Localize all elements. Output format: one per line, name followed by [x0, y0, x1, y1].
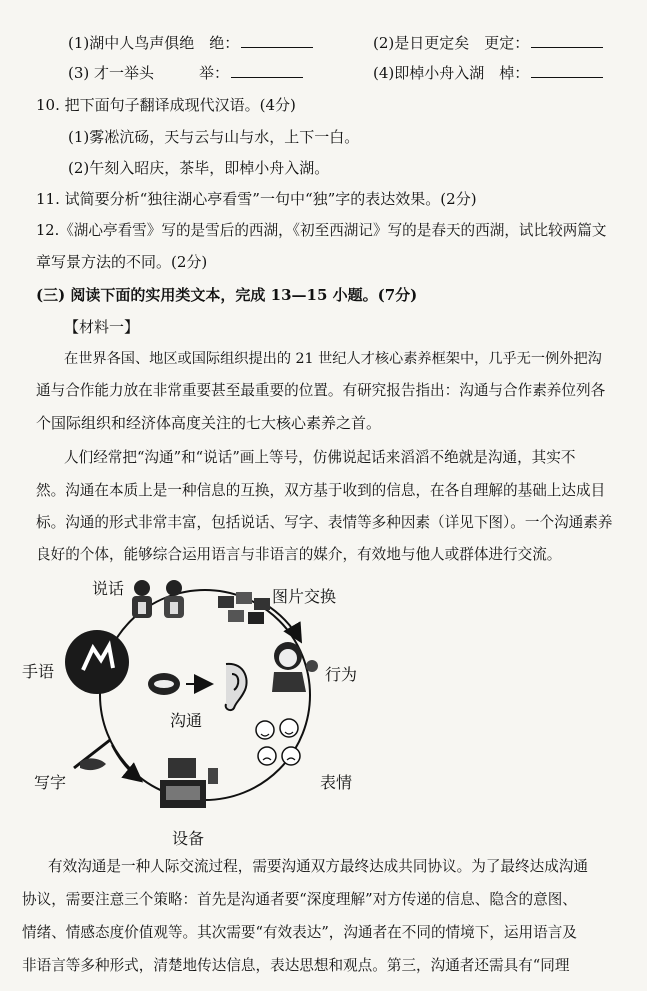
q9-item-text: (3) 才一举头 举： — [68, 64, 230, 82]
q9-item-text: (1)湖中人鸟声俱绝 绝： — [68, 34, 240, 52]
answer-blank[interactable] — [531, 33, 603, 48]
answer-blank[interactable] — [531, 63, 603, 78]
answer-blank[interactable] — [241, 33, 313, 48]
q10-sentence-1: (1)雾凇沆砀，天与云与山与水，上下一白。 — [68, 128, 360, 146]
label-device: 设备 — [172, 829, 205, 848]
q9-item-1 — [68, 32, 313, 54]
para3-line-4: 非语言等多种形式，清楚地传达信息，表达思想和观点。第三，沟通者还需具有“同理 — [22, 957, 570, 974]
ear-icon — [226, 664, 247, 710]
facial-expressions-icon — [256, 719, 300, 765]
para3-line-1: 有效沟通是一种人际交流过程，需要沟通双方最终达成共同协议。为了最终达成沟通 — [48, 858, 588, 875]
label-behavior: 行为 — [325, 665, 358, 684]
para1-line-3: 个国际组织和经济体高度关注的七大核心素养之首。 — [36, 414, 382, 432]
q10-sentence-2: (2)午刻入昭庆，茶毕，即棹小舟入湖。 — [68, 159, 330, 177]
speaking-people-icon — [132, 580, 184, 618]
label-sign-language: 手语 — [22, 662, 55, 681]
label-expression: 表情 — [320, 773, 353, 792]
para3-line-2: 协议，需要注意三个策略：首先是沟通者要“深度理解”对方传递的信息、隐含的意图、 — [22, 891, 577, 908]
picture-exchange-icon — [218, 592, 270, 624]
q9-item-text: (2)是日更定矣 更定： — [373, 34, 530, 52]
material-heading: 【材料一】 — [64, 318, 140, 336]
section-title: (三) 阅读下面的实用类文本，完成 13—15 小题。(7分) — [36, 286, 418, 304]
para1-line-1: 在世界各国、地区或国际组织提出的 21 世纪人才核心素养框架中，几乎无一例外把沟 — [64, 351, 602, 367]
label-center-communication: 沟通 — [170, 711, 203, 730]
q11-stem: 11. 试简要分析“独往湖心亭看雪”一句中“独”字的表达效果。(2分) — [36, 190, 477, 208]
communication-diagram — [0, 570, 647, 850]
label-write: 写字 — [34, 773, 67, 792]
label-picture-exchange: 图片交换 — [272, 587, 337, 606]
para1-line-2: 通与合作能力放在非常重要甚至最重要的位置。有研究报告指出：沟通与合作素养位列各 — [36, 382, 606, 399]
q9-item-text: (4)即棹小舟入湖 棹： — [373, 64, 530, 82]
label-speak: 说话 — [92, 579, 125, 598]
q10-stem: 10. 把下面句子翻译成现代汉语。(4分) — [36, 96, 296, 114]
para2-line-1: 人们经常把“沟通”和“说话”画上等号，仿佛说起话来滔滔不绝就是沟通，其实不 — [64, 449, 576, 466]
q9-item-4 — [373, 62, 603, 84]
mouth-icon — [148, 673, 180, 695]
writing-hand-icon — [74, 740, 110, 770]
para2-line-2: 然。沟通在本质上是一种信息的互换，双方基于收到的信息，在各自理解的基础上达成目 — [36, 482, 606, 499]
para2-line-3: 标。沟通的形式非常丰富，包括说话、写字、表情等多种因素（详见下图）。一个沟通素养 — [36, 514, 613, 531]
q9-item-2 — [373, 32, 603, 54]
behavior-person-icon — [272, 642, 318, 692]
sign-language-icon — [65, 630, 129, 694]
q9-item-3 — [68, 62, 303, 84]
para2-line-4: 良好的个体，能够综合运用语言与非语言的媒介，有效地与他人或群体进行交流。 — [36, 546, 562, 563]
para3-line-3: 情绪、情感态度价值观等。其次需要“有效表达”，沟通者在不同的情境下，运用语言及 — [22, 924, 577, 941]
q12-line-1: 12.《湖心亭看雪》写的是雪后的西湖，《初至西湖记》写的是春天的西湖，试比较两篇文 — [36, 222, 607, 239]
answer-blank[interactable] — [231, 63, 303, 78]
q12-line-2: 章写景方法的不同。(2分) — [36, 253, 208, 271]
